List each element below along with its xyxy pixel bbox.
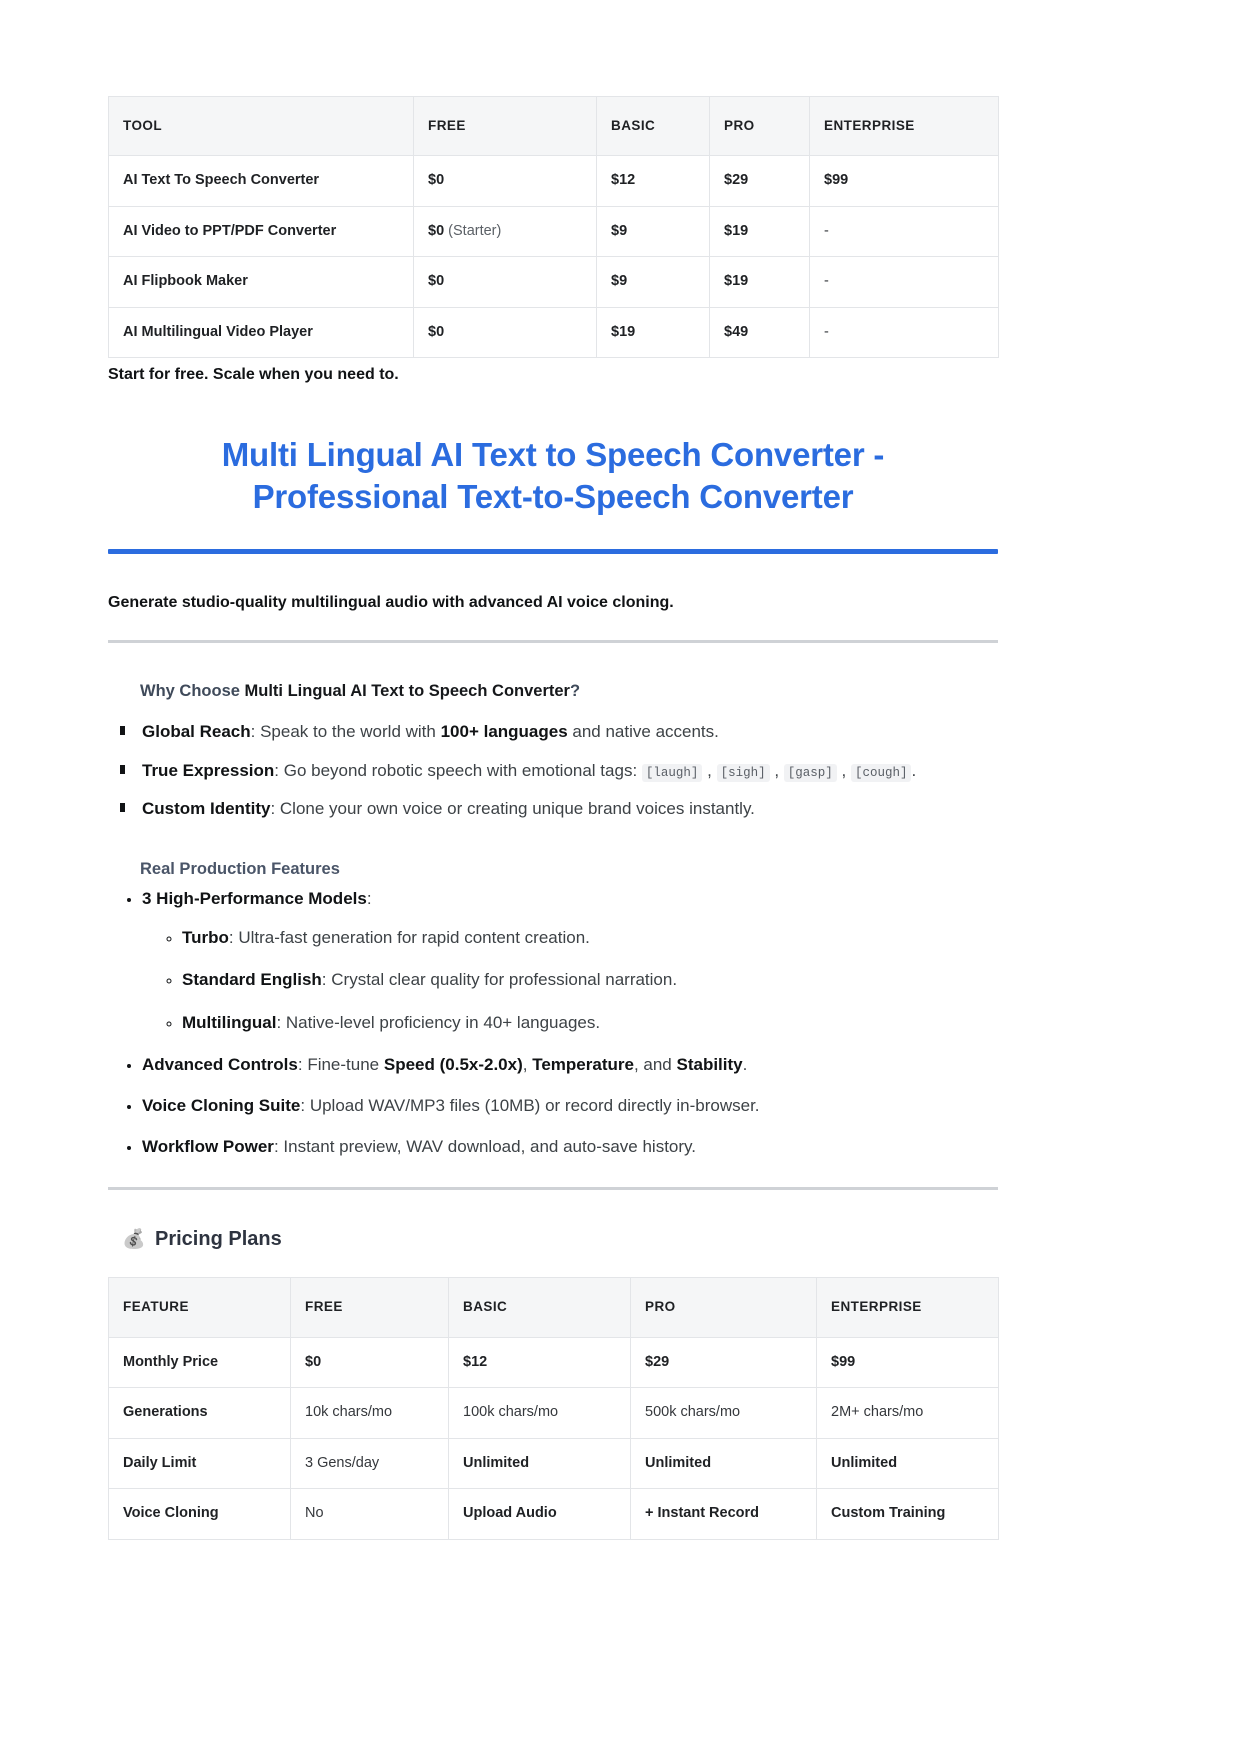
list-item bbox=[182, 1011, 998, 1036]
model-text: Crystal clear quality for professional narration. bbox=[331, 970, 678, 990]
emotional-tag: [gasp] bbox=[784, 764, 837, 782]
item-sep: : bbox=[273, 1136, 284, 1156]
table-row bbox=[109, 1489, 999, 1540]
list-item bbox=[182, 926, 998, 951]
item-part-1: Upload WAV/MP3 files (10MB) or record directly in-browser. bbox=[309, 1096, 760, 1116]
cell-basic-price: $9 bbox=[597, 257, 710, 308]
cell-free-price: $0 bbox=[414, 257, 597, 308]
emotional-tag: [cough] bbox=[851, 764, 912, 782]
cell-pro-value: $29 bbox=[631, 1337, 817, 1388]
cell-feature-name: Monthly Price bbox=[109, 1337, 291, 1388]
model-term: Standard English bbox=[182, 970, 322, 990]
column-header-basic: BASIC bbox=[449, 1278, 631, 1337]
item-strong-3: Stability bbox=[676, 1055, 743, 1075]
tool-table-caption: Start for free. Scale when you need to. bbox=[108, 366, 399, 384]
tag-separator: , bbox=[702, 760, 717, 780]
column-header-tool: TOOL bbox=[109, 97, 414, 156]
list-item bbox=[138, 720, 998, 745]
cell-enterprise-price: $99 bbox=[810, 156, 999, 207]
model-sublist bbox=[142, 926, 998, 1036]
cell-enterprise-price: - bbox=[810, 307, 999, 358]
cell-free-note: (Starter) bbox=[444, 222, 502, 239]
cell-enterprise-value: Custom Training bbox=[817, 1489, 999, 1540]
emotional-tag: [sigh] bbox=[717, 764, 770, 782]
item-sep: : bbox=[300, 1096, 310, 1116]
cell-feature-name: Generations bbox=[109, 1388, 291, 1439]
cell-pro-price: $19 bbox=[710, 206, 810, 257]
item-strong-1: Speed (0.5x-2.0x) bbox=[383, 1055, 523, 1075]
tag-separator: , bbox=[836, 760, 851, 780]
cell-feature-name: Voice Cloning bbox=[109, 1489, 291, 1540]
item-term: Global Reach bbox=[142, 721, 251, 741]
column-header-enterprise: ENTERPRISE bbox=[817, 1278, 999, 1337]
cell-basic-value: 100k chars/mo bbox=[449, 1388, 631, 1439]
item-strong-2: Temperature bbox=[532, 1055, 634, 1075]
emotional-tag: [laugh] bbox=[642, 764, 703, 782]
cell-pro-value: Unlimited bbox=[631, 1438, 817, 1489]
production-features-heading: Real Production Features bbox=[140, 859, 340, 878]
item-term: Custom Identity bbox=[142, 799, 271, 819]
cell-basic-value: Upload Audio bbox=[449, 1489, 631, 1540]
cell-basic-price: $12 bbox=[597, 156, 710, 207]
emotional-tag-group bbox=[642, 761, 912, 780]
item-part-3: , and bbox=[633, 1055, 677, 1075]
table-row bbox=[109, 1388, 999, 1439]
cell-free-value: No bbox=[291, 1489, 449, 1540]
table-row bbox=[109, 156, 999, 207]
cell-pro-price: $19 bbox=[710, 257, 810, 308]
cell-enterprise-value: $99 bbox=[817, 1337, 999, 1388]
item-term: Voice Cloning Suite bbox=[142, 1096, 301, 1116]
table-row bbox=[109, 1337, 999, 1388]
column-header-free: FREE bbox=[291, 1278, 449, 1337]
cell-basic-price: $19 bbox=[597, 307, 710, 358]
model-sep: : bbox=[228, 927, 239, 947]
pricing-plans-heading bbox=[122, 1228, 998, 1251]
document-content bbox=[108, 96, 998, 1540]
list-item bbox=[138, 797, 998, 822]
list-item bbox=[138, 759, 998, 784]
list-item bbox=[182, 968, 998, 993]
table-header-row bbox=[109, 1278, 999, 1337]
table-row bbox=[109, 257, 999, 308]
item-sep: : bbox=[297, 1055, 308, 1075]
item-text-before: Clone your own voice or creating unique brand voices instantly. bbox=[279, 799, 755, 819]
model-text: Native-level proficiency in 40+ languages. bbox=[285, 1012, 601, 1032]
item-term: Workflow Power bbox=[142, 1136, 274, 1156]
item-text-after: and native accents. bbox=[567, 721, 719, 741]
item-strong: 100+ languages bbox=[440, 721, 568, 741]
item-part-1: Fine-tune bbox=[307, 1055, 384, 1075]
cell-basic-value: Unlimited bbox=[449, 1438, 631, 1489]
item-term: 3 High-Performance Models bbox=[142, 888, 367, 908]
table-row bbox=[109, 307, 999, 358]
page-subtitle: Generate studio-quality multilingual audio with advanced AI voice cloning. bbox=[108, 593, 674, 611]
table-row bbox=[109, 1438, 999, 1489]
cell-free-price: $0 (Starter) bbox=[414, 206, 597, 257]
cell-tool-name: AI Video to PPT/PDF Converter bbox=[109, 206, 414, 257]
section-divider-2 bbox=[108, 1187, 998, 1190]
list-item bbox=[142, 1135, 998, 1160]
cell-tool-name: AI Multilingual Video Player bbox=[109, 307, 414, 358]
item-term: Advanced Controls bbox=[142, 1055, 298, 1075]
item-part-4: . bbox=[742, 1055, 748, 1075]
why-choose-product: Multi Lingual AI Text to Speech Converter bbox=[244, 681, 570, 700]
item-text-after: . bbox=[911, 760, 917, 780]
model-term: Turbo bbox=[182, 927, 229, 947]
column-header-pro: PRO bbox=[631, 1278, 817, 1337]
cell-free-price: $0 bbox=[414, 307, 597, 358]
why-choose-tail: ? bbox=[569, 681, 581, 700]
column-header-basic: BASIC bbox=[597, 97, 710, 156]
table-row bbox=[109, 206, 999, 257]
why-choose-heading bbox=[140, 681, 998, 702]
cell-free-price: $0 bbox=[414, 156, 597, 207]
pricing-plans-label: Pricing Plans bbox=[155, 1228, 282, 1251]
column-header-free: FREE bbox=[414, 97, 597, 156]
cell-pro-price: $49 bbox=[710, 307, 810, 358]
item-sep: : bbox=[250, 721, 261, 741]
why-choose-lead: Why Choose bbox=[140, 681, 245, 700]
table-header-row bbox=[109, 97, 999, 156]
item-part-2: , bbox=[522, 1055, 533, 1075]
section-divider-1 bbox=[108, 640, 998, 643]
model-term: Multilingual bbox=[182, 1012, 277, 1032]
cell-basic-value: $12 bbox=[449, 1337, 631, 1388]
cell-enterprise-price: - bbox=[810, 257, 999, 308]
cell-tool-name: AI Flipbook Maker bbox=[109, 257, 414, 308]
item-text-before: Go beyond robotic speech with emotional tags: bbox=[283, 760, 642, 780]
tool-pricing-table bbox=[108, 96, 999, 358]
item-part-1: Instant preview, WAV download, and auto-save history. bbox=[283, 1136, 697, 1156]
column-header-pro: PRO bbox=[710, 97, 810, 156]
item-sep: : bbox=[366, 888, 372, 908]
model-sep: : bbox=[321, 970, 332, 990]
list-item bbox=[142, 1094, 998, 1119]
cell-pro-price: $29 bbox=[710, 156, 810, 207]
cell-basic-price: $9 bbox=[597, 206, 710, 257]
page-title-line-2: Professional Text-to-Speech Converter bbox=[252, 478, 854, 516]
cell-free-value: 3 Gens/day bbox=[291, 1438, 449, 1489]
item-text-before: Speak to the world with bbox=[260, 721, 441, 741]
item-sep: : bbox=[270, 799, 280, 819]
item-term: True Expression bbox=[142, 760, 275, 780]
production-models-list bbox=[108, 887, 998, 1159]
cell-enterprise-value: Unlimited bbox=[817, 1438, 999, 1489]
page-title bbox=[108, 434, 998, 518]
model-sep: : bbox=[276, 1012, 286, 1032]
cell-tool-name: AI Text To Speech Converter bbox=[109, 156, 414, 207]
cell-free-value: 10k chars/mo bbox=[291, 1388, 449, 1439]
list-item bbox=[142, 1053, 998, 1078]
cell-enterprise-value: 2M+ chars/mo bbox=[817, 1388, 999, 1439]
column-header-feature: FEATURE bbox=[109, 1278, 291, 1337]
page-title-line-1: Multi Lingual AI Text to Speech Converter - bbox=[221, 436, 885, 474]
why-choose-list bbox=[108, 720, 998, 822]
cell-feature-name: Daily Limit bbox=[109, 1438, 291, 1489]
item-sep: : bbox=[274, 760, 284, 780]
list-item bbox=[142, 887, 998, 1036]
title-underline-rule bbox=[108, 549, 998, 554]
pricing-plans-table bbox=[108, 1277, 999, 1539]
cell-free-value: $0 bbox=[291, 1337, 449, 1388]
money-bag-icon: 💰 bbox=[122, 1228, 146, 1250]
cell-pro-value: 500k chars/mo bbox=[631, 1388, 817, 1439]
column-header-enterprise: ENTERPRISE bbox=[810, 97, 999, 156]
cell-enterprise-price: - bbox=[810, 206, 999, 257]
tag-separator: , bbox=[769, 760, 784, 780]
model-text: Ultra-fast generation for rapid content creation. bbox=[238, 927, 590, 947]
cell-pro-value: + Instant Record bbox=[631, 1489, 817, 1540]
